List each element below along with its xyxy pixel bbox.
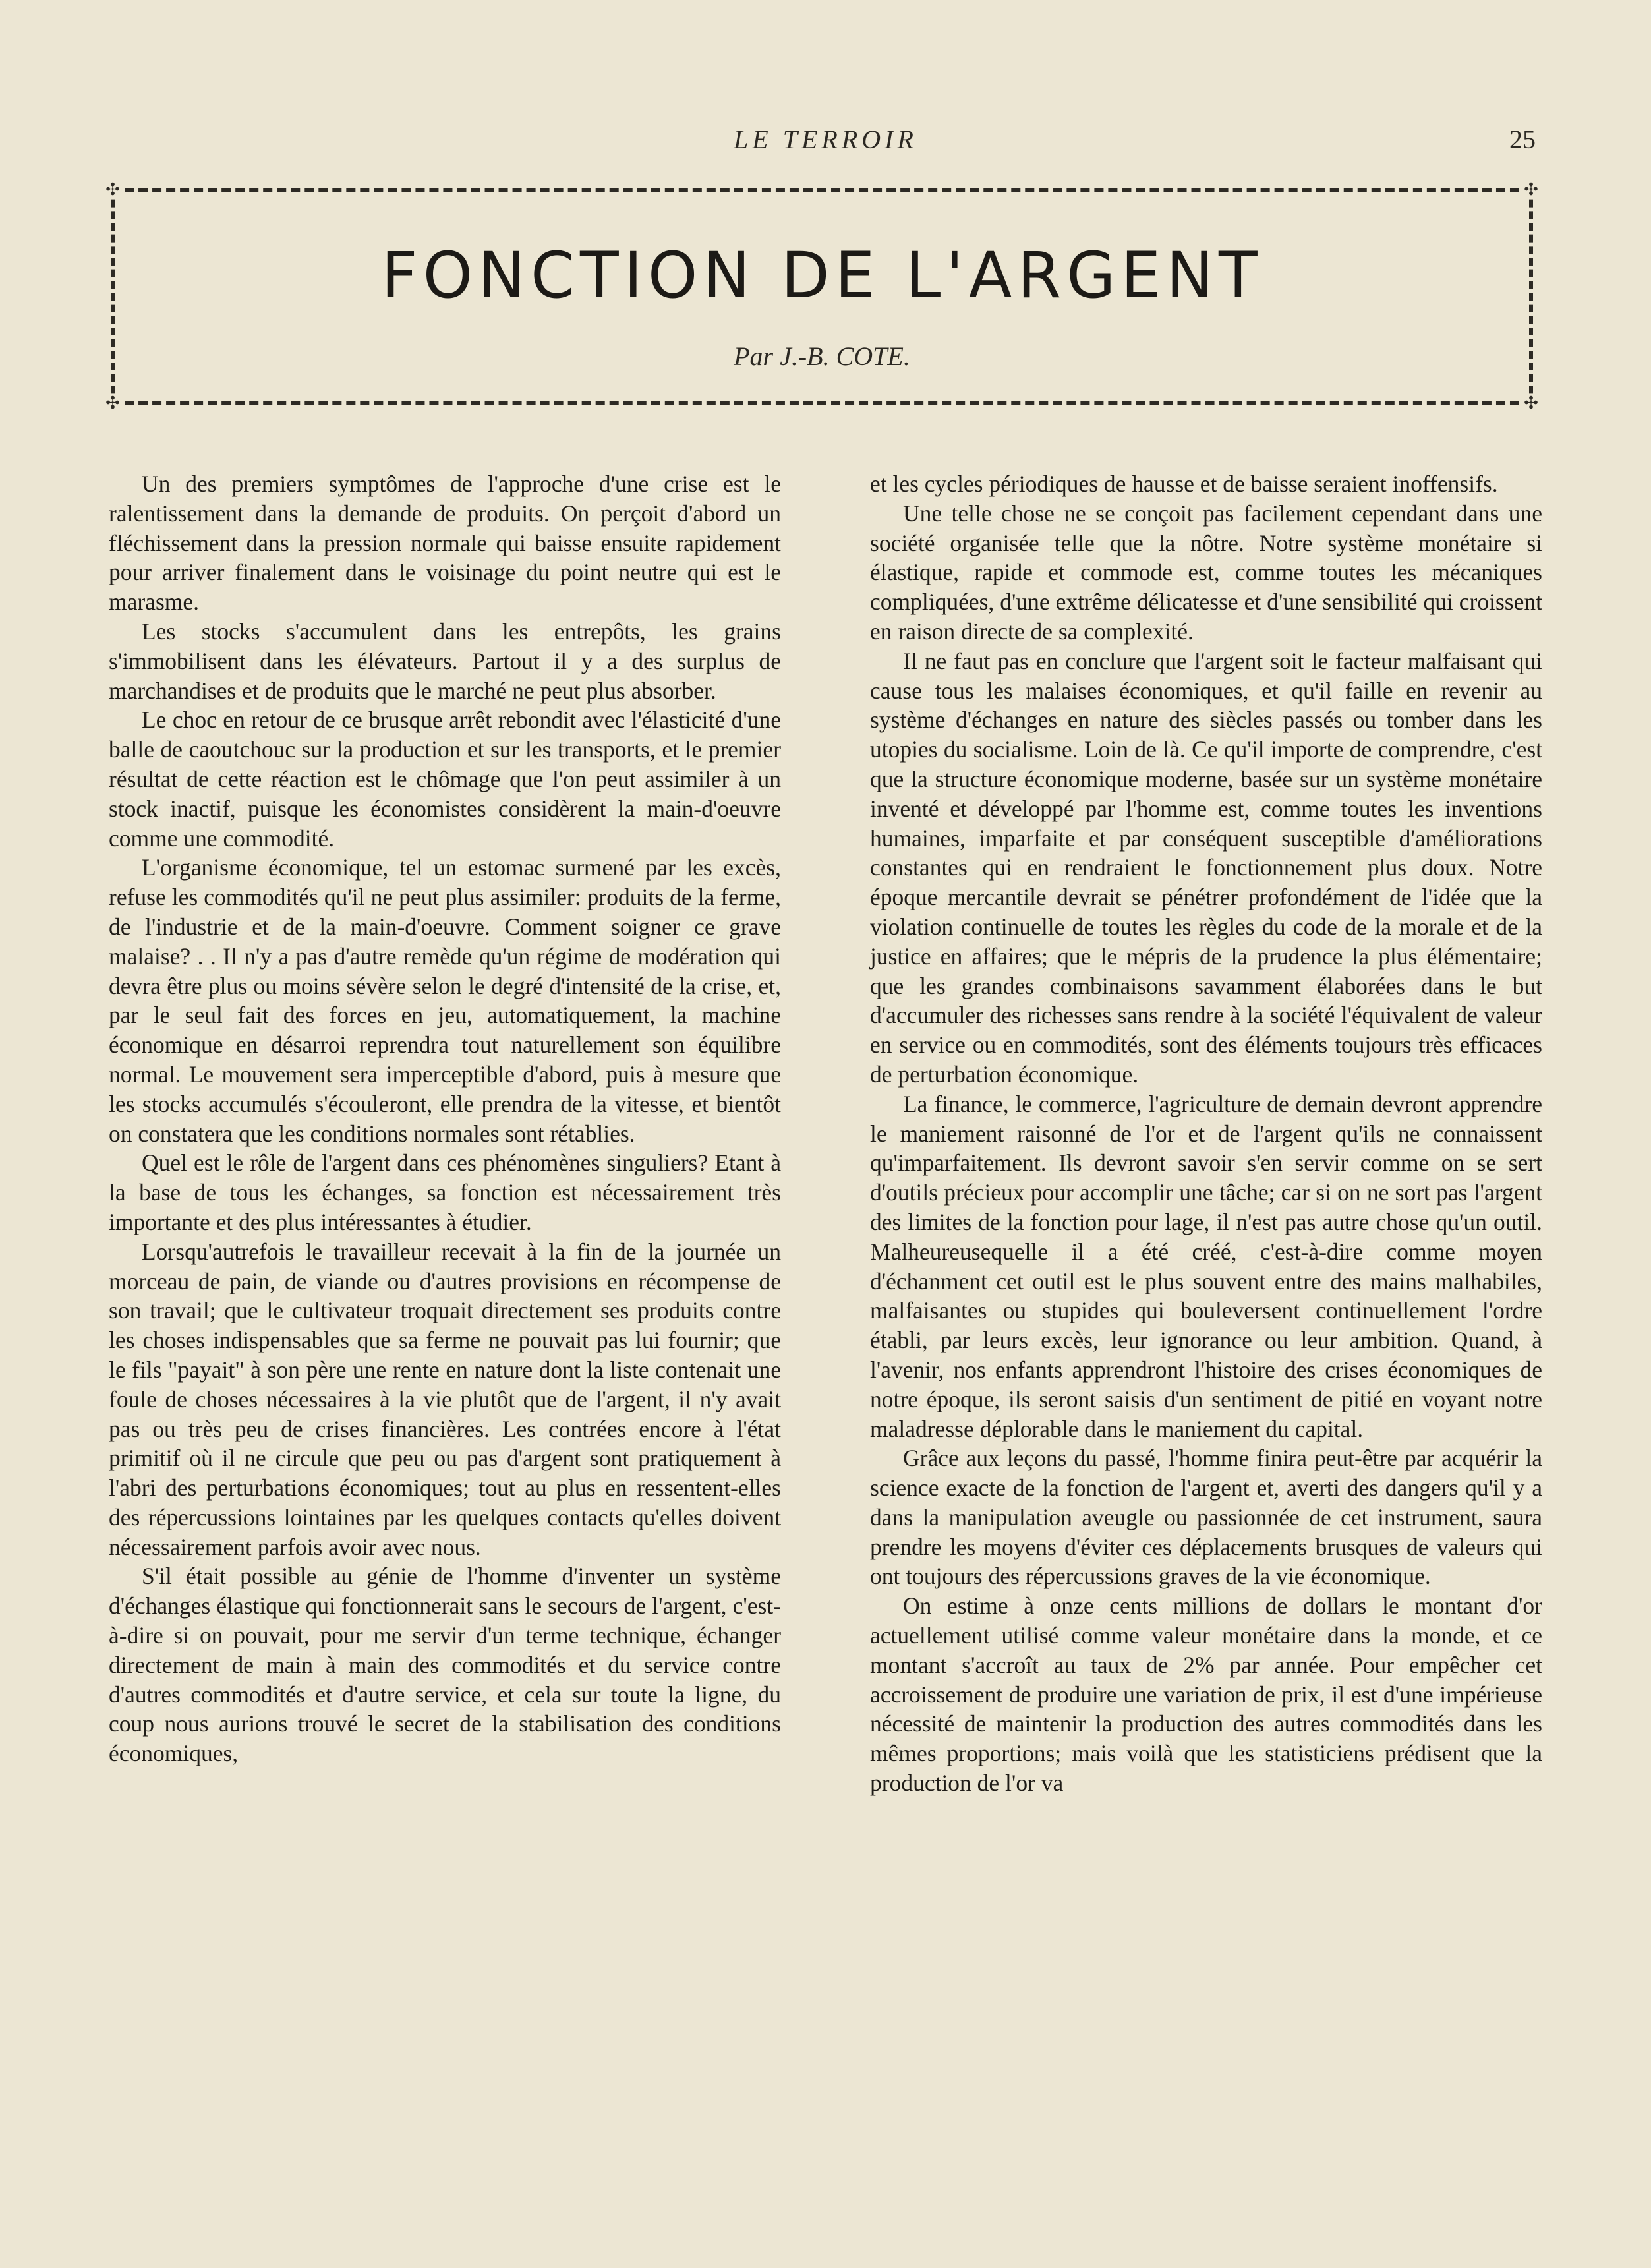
byline: Par J.-B. COTE. <box>734 341 910 371</box>
corner-ornament-icon: ✣ <box>1524 393 1538 413</box>
paragraph: La finance, le commerce, l'agriculture de demain devront apprendre le maniement raisonné de l'or et de l'argent qu'ils ne connaissent qu'imparfaitement. Ils devront savoir s'en servir comme on se sert d'outils précieux pour accomplir une tâche; car si on ne sort pas l'argent des limites de la fonction pour lage, il n'est pas autre chose qu'un outil. Malheureusequelle il a été créé, c'est-à-dire comme moyen d'échanment cet outil est le plus souvent entre des mains malhabiles, malfaisantes ou stupides qui bouleversent continuellement l'ordre établi, par leurs excès, leur ignorance ou leur ambition. Quand, à l'avenir, nos enfants apprendront l'histoire des crises économiques de notre époque, ils seront saisis d'un sentiment de pitié en voyant notre maladresse déplorable dans le maniement du capital. <box>870 1090 1542 1442</box>
corner-ornament-icon: ✣ <box>1524 180 1538 200</box>
paragraph: Lorsqu'autrefois le travailleur recevait à la fin de la journée un morceau de pain, de viande ou d'autres provisions en récompense de son travail; que le cultivateur troquait directement ses produits contre les choses indispensables que sa ferme ne pouvait pas lui fournir; que le fils "payait" à son père une rente en nature dont la liste contenait une foule de choses nécessaires à la vie plutôt que de l'argent, il n'y avait pas ou très peu de crises financières. Les contrées encore à l'état primitif où il ne circule que peu ou pas d'argent sont pratiquement à l'abri des perturbations économiques; tout au plus en ressentent-elles des répercussions lointaines par les quelques contacts qu'elles doivent nécessairement parfois avoir avec nous. <box>109 1238 781 1560</box>
article-title: FONCTION DE L'ARGENT <box>381 239 1263 312</box>
paragraph: Quel est le rôle de l'argent dans ces phénomènes singuliers? Etant à la base de tous les échanges, sa fonction est nécessairement très importante et des plus intéressantes à étudier. <box>109 1149 781 1235</box>
paragraph: L'organisme économique, tel un estomac surmené par les excès, refuse les commodités qu'il ne peut plus assimiler: produits de la ferme, de l'industrie et de la main-d'oeuvre. Comment soigner ce grave malaise? . . Il n'y a pas d'autre remède qu'un régime de modération qui devra être plus ou moins sévère selon le degré d'intensité de la crise, et, par le seul fait des forces en jeu, automatiquement, la machine économique en désarroi reprendra tout naturellement son équilibre normal. Le mouvement sera imperceptible d'abord, puis à mesure que les stocks accumulés s'écouleront, elle prendra de la vitesse, et bientôt on constatera que les conditions normales sont rétablies. <box>109 854 781 1147</box>
paragraph: Il ne faut pas en conclure que l'argent soit le facteur malfaisant qui cause tous les malaises économiques, et qu'il faille en revenir au système d'échanges en nature des siècles passés ou tomber dans les utopies du socialisme. Loin de là. Ce qu'il importe de comprendre, c'est que la structure économique moderne, basée sur un système monétaire inventé et développé par l'homme est, comme toutes les inventions humaines, imparfaite et par conséquent susceptible d'améliorations constantes qui en rendraient le fonctionnement plus doux. Notre époque mercantile devrait se pénétrer profondément de l'idée que la violation continuelle de toutes les règles du code de la morale et de la justice en affaires; que le mépris de la prudence la plus élémentaire; que les grandes combinaisons savamment élaborées dans le but d'accumuler des richesses sans rendre à la société l'équivalent de valeur en service ou en commodités, sont des éléments toujours très efficaces de perturbation économique. <box>870 647 1542 1088</box>
paragraph: Le choc en retour de ce brusque arrêt rebondit avec l'élasticité d'une balle de caoutchouc sur la production et sur les transports, et le premier résultat de cette réaction est le chômage que l'on peut assimiler à un stock inactif, puisque les économistes considèrent la main-d'oeuvre comme une commodité. <box>109 707 781 852</box>
paragraph: S'il était possible au génie de l'homme d'inventer un système d'échanges élastique qui fonctionnerait sans le secours de l'argent, c'est-à-dire si on pouvait, pour me servir d'un terme technique, échanger directement de main à main des commodités et du service contre d'autres commodités et d'autre service, et cela sur toute la ligne, du coup nous aurions trouvé le secret de la stabilisation des conditions économiques, <box>109 1563 781 1767</box>
paragraph: Un des premiers symptômes de l'approche d'une crise est le ralentissement dans la demande de produits. On perçoit d'abord un fléchissement dans la pression normale qui baisse ensuite rapidement pour arriver finalement dans le voisinage du point neutre qui est le marasme. <box>109 471 781 616</box>
title-frame <box>105 180 1538 413</box>
corner-ornament-icon: ✣ <box>105 393 120 413</box>
paragraph-continued: et les cycles périodiques de hausse et de baisse seraient inoffensifs. <box>870 471 1498 497</box>
journal-name: LE TERROIR <box>734 125 917 154</box>
article-body <box>109 469 1555 2157</box>
paragraph: Grâce aux leçons du passé, l'homme finira peut-être par acquérir la science exacte de la fonction de l'argent et, averti des dangers qu'il y a dans la manipulation aveugle ou passionnée de cet instrument, saura prendre les moyens d'éviter ces déplacements brusques de valeurs qui ont toujours des répercussions graves de la vie économique. <box>870 1445 1542 1590</box>
paragraph: Les stocks s'accumulent dans les entrepôts, les grains s'immobilisent dans les élévateurs. Partout il y a des surplus de marchandises et de produits que le marché ne peut plus absorber. <box>109 618 781 704</box>
paragraph: Une telle chose ne se conçoit pas facilement cependant dans une société organisée telle que la nôtre. Notre système monétaire si élastique, rapide et commode est, comme toutes les mécaniques compliquées, d'une extrême délicatesse et d'une sensibilité qui croissent en raison directe de sa complexité. <box>870 500 1542 645</box>
left-column <box>109 469 781 1768</box>
paragraph: On estime à onze cents millions de dollars le montant d'or actuellement utilisé comme valeur monétaire dans la monde, et ce montant s'accroît au taux de 2% par année. Pour empêcher cet accroissement de produire une variation de prix, il est d'une impérieuse nécessité de maintenir la production des autres commodités dans les mêmes proportions; mais voilà que les statisticiens prédisent que la production de l'or va <box>870 1592 1542 1797</box>
running-header <box>0 124 1651 163</box>
page-number: 25 <box>1509 125 1536 154</box>
right-column <box>870 469 1542 1798</box>
corner-ornament-icon: ✣ <box>105 180 120 200</box>
